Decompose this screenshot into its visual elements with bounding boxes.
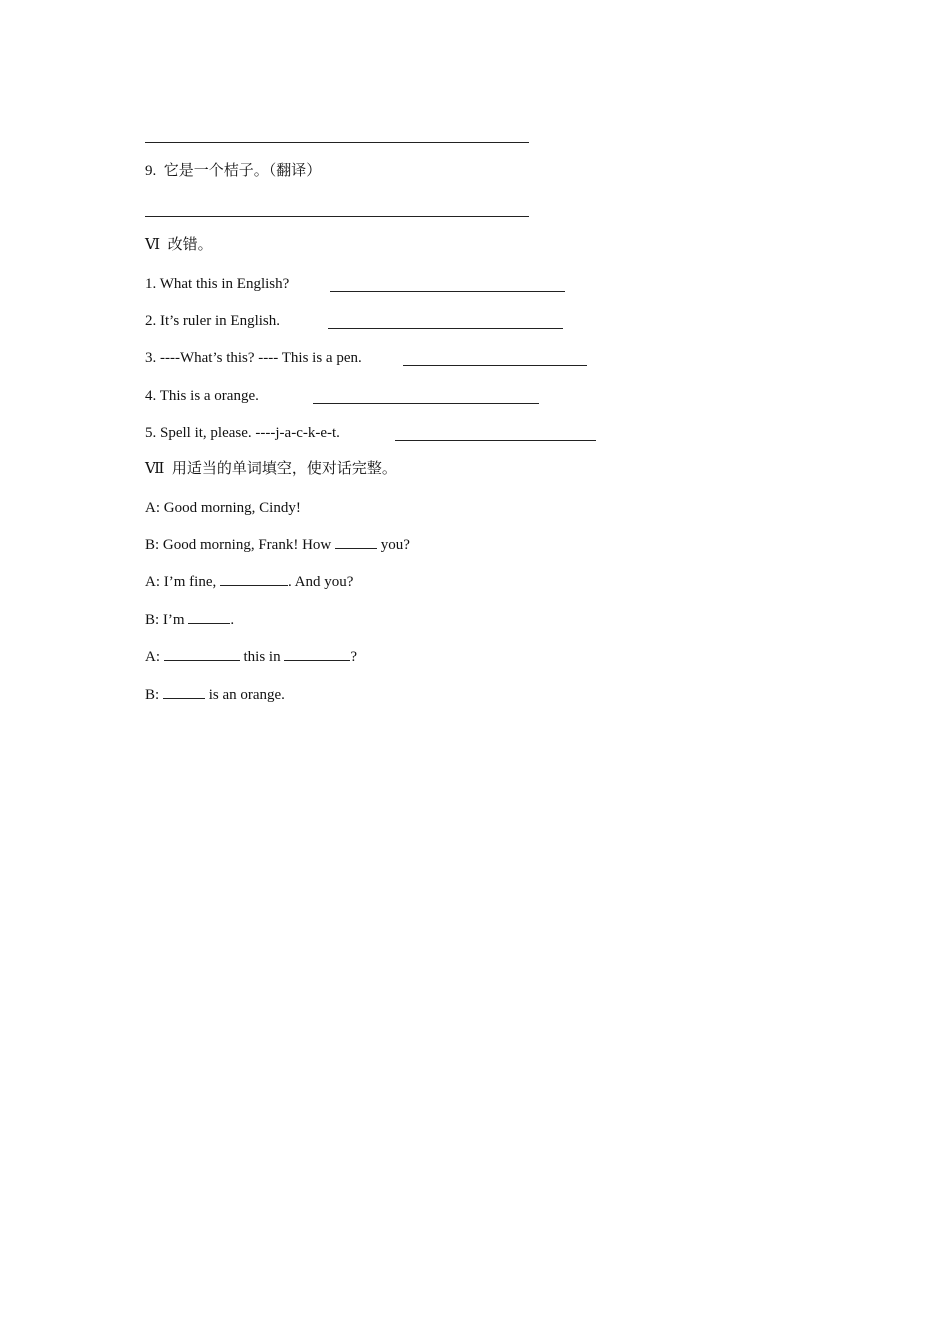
correction-item-5 bbox=[145, 423, 340, 443]
item-text: 4. This is a orange. bbox=[145, 388, 259, 404]
answer-blank[interactable] bbox=[313, 389, 539, 404]
dialogue-text: B: Good morning, Frank! How bbox=[145, 537, 335, 553]
dialogue-text: is an orange. bbox=[204, 687, 285, 703]
dialogue-text: B: bbox=[145, 687, 163, 703]
dialogue-text: . bbox=[230, 612, 235, 628]
section-7-heading: Ⅶ 用适当的单词填空，使对话完整。 bbox=[145, 461, 397, 477]
correction-item-1 bbox=[145, 274, 289, 294]
item-text: 3. ----What’s this? ---- This is a pen. bbox=[145, 350, 362, 366]
item-text: 1. What this in English? bbox=[145, 276, 290, 292]
answer-line bbox=[145, 216, 529, 217]
answer-line bbox=[145, 142, 529, 143]
fill-blank[interactable] bbox=[163, 685, 205, 699]
answer-blank[interactable] bbox=[328, 314, 563, 329]
dialogue-text: A: I’m fine, bbox=[145, 574, 220, 590]
dialogue-text: ? bbox=[350, 649, 358, 665]
item-text: 5. Spell it, please. ----j-a-c-k-e-t. bbox=[145, 425, 340, 441]
dialogue-line-6 bbox=[145, 685, 285, 705]
fill-blank[interactable] bbox=[335, 535, 377, 549]
fill-blank[interactable] bbox=[188, 610, 230, 624]
dialogue-line-3 bbox=[145, 572, 353, 592]
answer-blank[interactable] bbox=[330, 277, 565, 292]
dialogue-line-1: A: Good morning, Cindy! bbox=[145, 500, 301, 516]
dialogue-line-5 bbox=[145, 647, 357, 667]
dialogue-line-4 bbox=[145, 610, 234, 630]
correction-item-2 bbox=[145, 311, 280, 331]
answer-blank[interactable] bbox=[403, 351, 587, 366]
fill-blank[interactable] bbox=[164, 647, 240, 661]
item-text: 2. It’s ruler in English. bbox=[145, 313, 280, 329]
question-9: 9. 它是一个桔子。（翻译） bbox=[145, 163, 322, 179]
dialogue-text: . And you? bbox=[287, 574, 354, 590]
section-6-heading: Ⅵ 改错。 bbox=[145, 237, 213, 253]
fill-blank[interactable] bbox=[220, 572, 288, 586]
correction-item-3 bbox=[145, 348, 362, 368]
dialogue-line-2 bbox=[145, 535, 410, 555]
dialogue-text: this in bbox=[239, 649, 285, 665]
dialogue-text: A: bbox=[145, 649, 164, 665]
fill-blank[interactable] bbox=[284, 647, 350, 661]
correction-item-4 bbox=[145, 386, 259, 406]
dialogue-text: you? bbox=[377, 537, 410, 553]
answer-blank[interactable] bbox=[395, 426, 596, 441]
dialogue-text: B: I’m bbox=[145, 612, 189, 628]
